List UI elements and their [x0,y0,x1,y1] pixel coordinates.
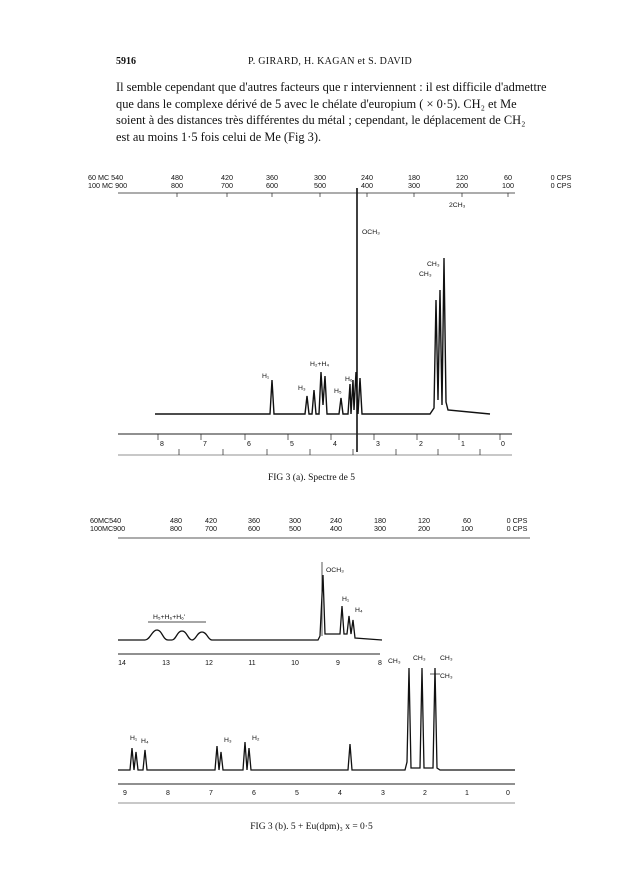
running-authors: P. GIRARD, H. KAGAN et S. DAVID [247,56,413,67]
peak-label: H₁ [130,735,138,742]
cps-100-label: 0 CPS [550,181,572,190]
peak-label: H₄ [355,607,363,614]
peak-label: H₃ [298,385,306,392]
cps-100-label: 200 [456,181,468,190]
ppm-tick-label: 6 [247,441,251,448]
cps-100-label: 100 [461,524,473,533]
peak-label: H₄ [141,738,149,745]
paragraph-line: que dans le complexe dérivé de 5 avec le chélate d'europium ( × 0·5). CH₂ et Me [116,96,517,111]
cps-60-label: 360 [248,516,260,525]
ppm-tick-label: 1 [465,790,469,797]
cps-60-label: 60 [463,516,471,525]
upper-tick-label: 9 [336,660,340,667]
top-scale-ticks [177,193,508,197]
peak-label: CH₃ [413,655,426,662]
cps-60-label: 180 [374,516,386,525]
cps-100-label: 600 [248,524,260,533]
ppm-tick-label: 0 [501,441,505,448]
ppm-tick-label: 8 [160,441,164,448]
cps-100-label: 400 [330,524,342,533]
cps-100-label: 300 [408,181,420,190]
peak-label: H₃ [224,737,232,744]
cps-60-label: 480 [171,173,183,182]
body-paragraph [116,79,554,145]
cps-100-label: 500 [289,524,301,533]
ppm-tick-label: 5 [290,441,294,448]
cps-100-label: 800 [171,181,183,190]
page-number: 5916 [116,56,136,67]
ppm-tick-label: 4 [338,790,342,797]
paragraph-line: soient à des distances très différentes du métal ; cependant, le déplacement de CH₂ [116,113,526,127]
cps-60-label: 360 [266,173,278,182]
peak-label: H₂+H₄ [310,361,330,368]
upper-tick-label: 11 [248,660,256,667]
cps-60-label: 480 [170,516,182,525]
ppm-tick-label: 4 [333,441,337,448]
upper-tick-label: 14 [118,660,126,667]
peak-label: H₂ [252,735,260,742]
peak-label: H₅+H₆+H₆' [153,614,186,621]
spectrum-trace-b-lower [118,668,515,770]
cps-100-label: 700 [205,524,217,533]
cps-60-label: 120 [418,516,430,525]
figure-3a-caption: FIG 3 (a). Spectre de 5 [267,473,356,483]
cps-100-label: 500 [314,181,326,190]
cps-100-label: 0 CPS [506,524,528,533]
cps-60-label: 0 CPS [506,516,528,525]
ppm-tick-label: 5 [295,790,299,797]
cps-60-label: 240 [361,173,373,182]
peak-label: H₅ [334,388,342,395]
paragraph-line: Il semble cependant que d'autres facteurs que r interviennent : il est difficile d'admettre [116,80,547,94]
cps-60-label: 240 [330,516,342,525]
ppm-tick-label: 3 [381,790,385,797]
figure-3b-caption: FIG 3 (b). 5 + Eu(dpm)₃ x = 0·5 [250,822,373,832]
cps-60-label: 180 [408,173,420,182]
spectrum-trace-b-upper [118,575,382,640]
peak-label: OCH₃ [362,229,380,236]
cps-100-label: 800 [170,524,182,533]
ppm-tick-label: 0 [506,790,510,797]
ppm-tick-label: 9 [123,790,127,797]
scale-label-60: 60MC540 [90,516,122,525]
ppm-tick-label: 2 [419,441,423,448]
ppm-axis-ticks [158,434,500,455]
peak-label: 2CH₃ [449,202,466,209]
cps-100-label: 600 [266,181,278,190]
upper-tick-label: 8 [378,660,382,667]
cps-60-label: 420 [221,173,233,182]
peak-label: H₆ [345,376,353,383]
peak-label: H₁ [342,596,350,603]
cps-60-label: 120 [456,173,468,182]
ppm-tick-label: 2 [423,790,427,797]
peak-label: CH₃ [440,673,453,680]
cps-60-label: 300 [289,516,301,525]
upper-tick-label: 10 [291,660,299,667]
cps-100-label: 200 [418,524,430,533]
cps-100-label: 300 [374,524,386,533]
spectrum-trace-a [155,258,490,414]
ppm-tick-label: 7 [203,441,207,448]
cps-100-label: 100 [502,181,514,190]
ppm-tick-label: 7 [209,790,213,797]
ppm-tick-label: 3 [376,441,380,448]
upper-tick-label: 12 [205,660,213,667]
page-header [116,56,544,70]
cps-60-label: 0 CPS [550,173,572,182]
peak-label: CH₃ [440,655,453,662]
peak-label: CH₃ [427,261,440,268]
paragraph-line: est au moins 1·5 fois celui de Me (Fig 3). [116,129,322,144]
scale-label-100: 100MC900 [90,524,126,533]
ppm-tick-label: 6 [252,790,256,797]
scale-label-60: 60 MC 540 [88,173,124,182]
cps-60-label: 420 [205,516,217,525]
cps-60-label: 300 [314,173,326,182]
peak-label: OCH₃ [326,567,344,574]
ppm-tick-label: 1 [461,441,465,448]
scale-label-100: 100 MC 900 [88,181,128,190]
peak-label: CH₃ [419,271,432,278]
cps-100-label: 700 [221,181,233,190]
cps-100-label: 400 [361,181,373,190]
peak-label: H₁ [262,373,270,380]
peak-label: CH₃ [388,658,401,665]
upper-tick-label: 13 [162,660,170,667]
ppm-tick-label: 8 [166,790,170,797]
cps-60-label: 60 [504,173,512,182]
